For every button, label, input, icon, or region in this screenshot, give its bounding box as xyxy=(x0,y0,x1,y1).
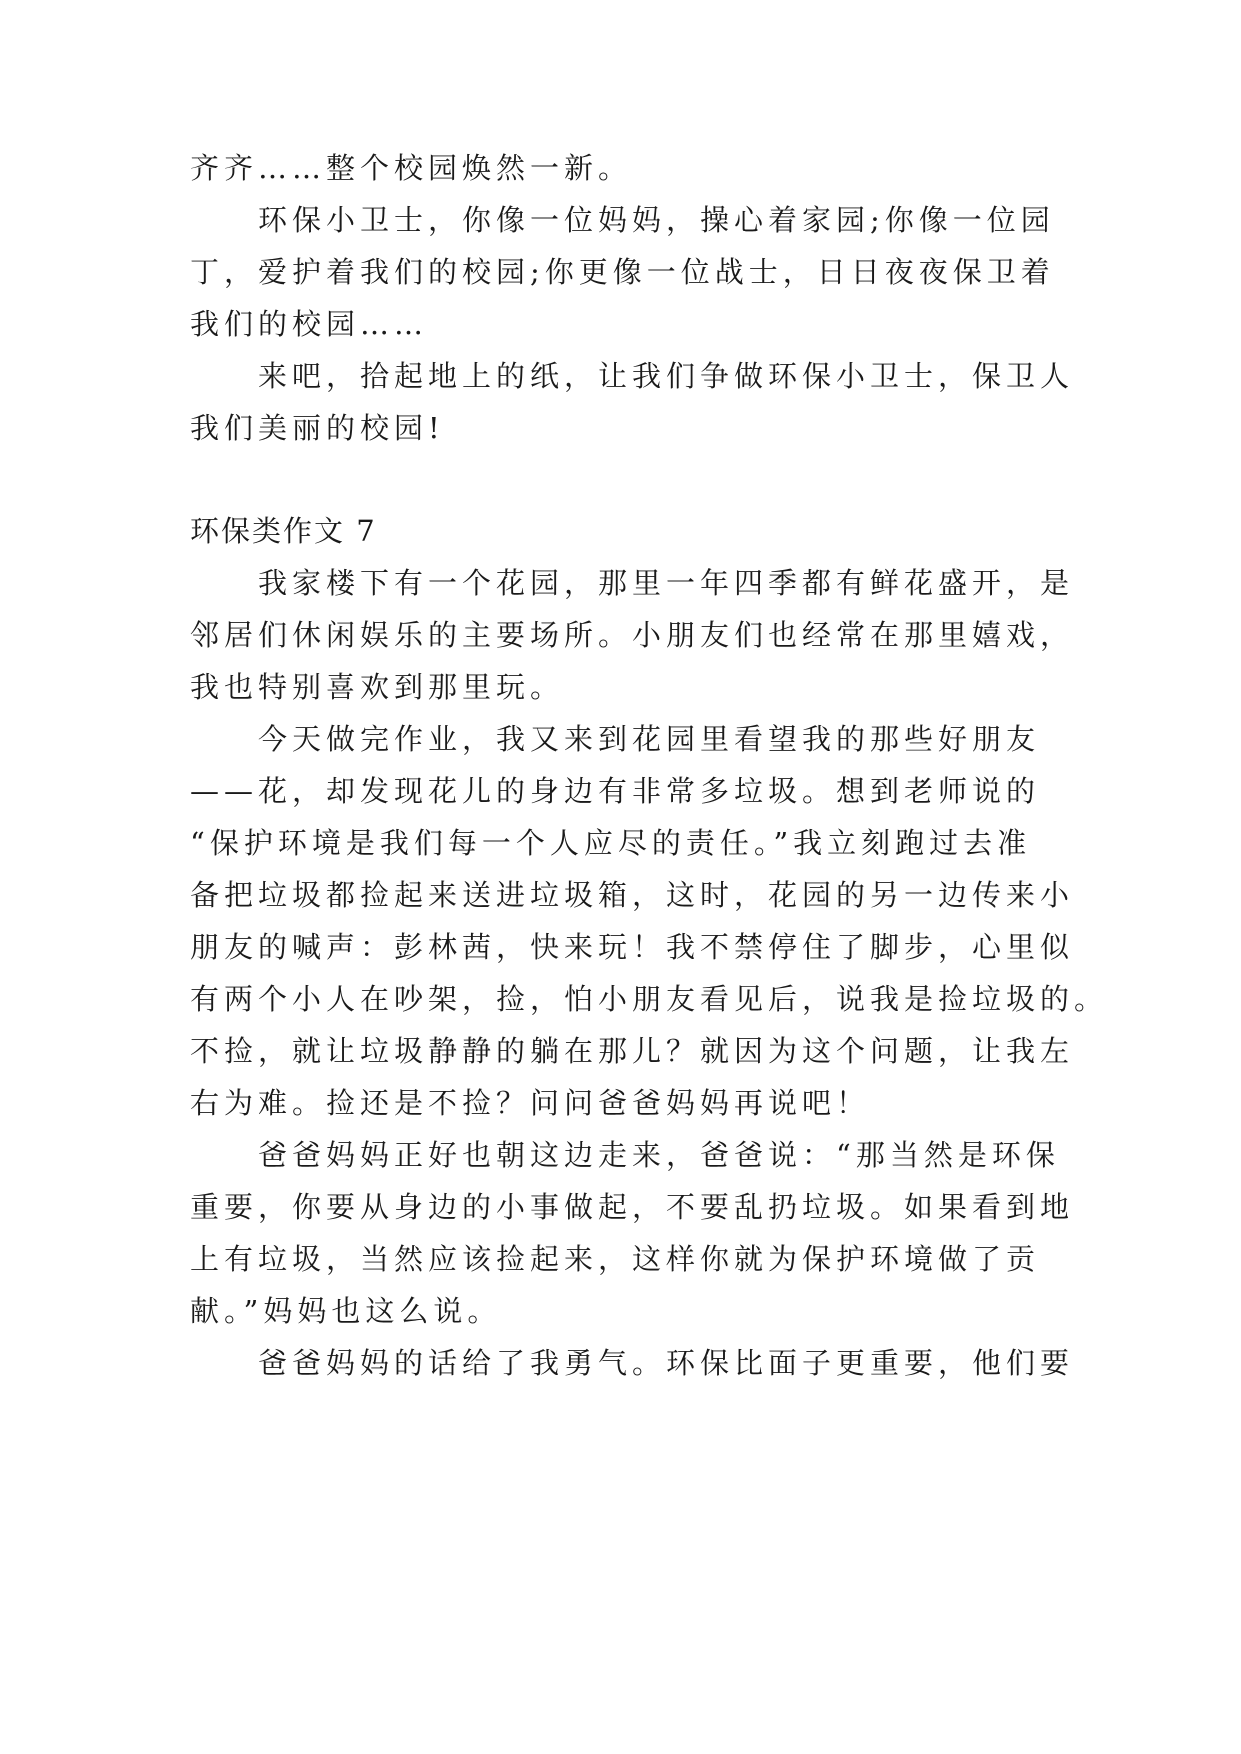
text-line: 今天做完作业，我又来到花园里看望我的那些好朋友 xyxy=(258,722,1041,756)
text-line: 爸爸妈妈的话给了我勇气。环保比面子更重要，他们要 xyxy=(258,1346,1075,1380)
text-line: ——花，却发现花儿的身边有非常多垃圾。想到老师说的 xyxy=(190,774,1041,808)
text-line: 齐齐……整个校园焕然一新。 xyxy=(190,151,633,185)
text-line: 爸爸妈妈正好也朝这边走来，爸爸说：“那当然是环保 xyxy=(258,1138,1060,1172)
text-line: 邻居们休闲娱乐的主要场所。小朋友们也经常在那里嬉戏， xyxy=(190,618,1075,652)
text-line: 献。”妈妈也这么说。 xyxy=(190,1294,502,1328)
text-line: 我家楼下有一个花园，那里一年四季都有鲜花盛开，是 xyxy=(258,566,1075,600)
section-heading: 环保类作文 7 xyxy=(190,514,377,548)
text-line: 丁，爱护着我们的校园;你更像一位战士，日日夜夜保卫着 xyxy=(190,255,1055,289)
text-line: 重要，你要从身边的小事做起，不要乱扔垃圾。如果看到地 xyxy=(190,1190,1075,1224)
text-line: 朋友的喊声：彭林茜，快来玩！我不禁停住了脚步，心里似 xyxy=(190,930,1075,964)
text-line: 备把垃圾都捡起来送进垃圾箱，这时，花园的另一边传来小 xyxy=(190,878,1075,912)
text-line: 右为难。捡还是不捡？问问爸爸妈妈再说吧！ xyxy=(190,1086,871,1120)
text-line: “保护环境是我们每一个人应尽的责任。”我立刻跑过去准 xyxy=(190,826,1032,860)
text-line: 我们的校园…… xyxy=(190,307,429,341)
text-line: 有两个小人在吵架，捡，怕小朋友看见后，说我是捡垃圾的。 xyxy=(190,982,1109,1016)
text-line: 环保小卫士，你像一位妈妈，操心着家园;你像一位园 xyxy=(258,203,1055,237)
text-line: 不捡，就让垃圾静静的躺在那儿？就因为这个问题，让我左 xyxy=(190,1034,1075,1068)
text-line: 来吧，拾起地上的纸，让我们争做环保小卫士，保卫人 xyxy=(258,359,1075,393)
text-line: 我也特别喜欢到那里玩。 xyxy=(190,670,565,704)
text-line: 我们美丽的校园! xyxy=(190,411,445,445)
text-line: 上有垃圾，当然应该捡起来，这样你就为保护环境做了贡 xyxy=(190,1242,1041,1276)
